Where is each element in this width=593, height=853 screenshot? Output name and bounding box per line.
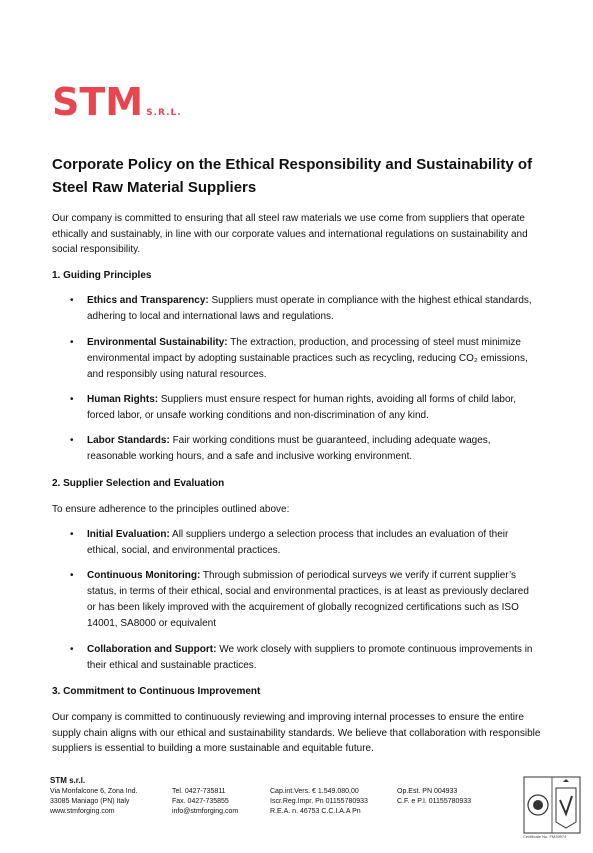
bullet-icon: • <box>70 570 74 581</box>
item-label: Environmental Sustainability: <box>87 337 228 348</box>
section-2-intro: To ensure adherence to the principles outlined above: <box>52 504 290 515</box>
intro-paragraph: Our company is committed to ensuring that all steel raw materials we use come from suppliers that operate ethically and sustainably, in line with our corporate values and international regulations on sustainability and social responsibility. <box>52 213 528 255</box>
email-link[interactable]: info@stmforging.com <box>172 808 239 815</box>
item-label: Collaboration and Support: <box>87 644 217 655</box>
item-text: Through submission of periodical surveys we verify if current supplier’s status, in terms of their ethical, social and environmental practices, is at least as previously declared or has been likely improved with the acquirement of globally recognized certifications such as ISO 14001, SA8000 or equivalent <box>87 570 529 629</box>
logo-suffix: S.R.L. <box>146 108 182 118</box>
certification-badge-icon <box>523 776 581 834</box>
footer-contacts: Tel. 0427-735811 Fax. 0427-735855 info@stmforging.com <box>172 788 239 815</box>
item-text: The extraction, production, and processing of steel must minimize environmental impact by adopting sustainable practices such as recycling, reducing CO₂ emissions, and responsibly using natural resources. <box>87 337 528 380</box>
footer-company-name: STM s.r.l. <box>50 776 86 785</box>
bullet-icon: • <box>70 644 74 655</box>
item-label: Human Rights: <box>87 394 159 405</box>
item-label: Continuous Monitoring: <box>87 570 201 581</box>
website-link[interactable]: www.stmforging.com <box>50 808 115 815</box>
section-3-heading: 3. Commitment to Continuous Improvement <box>52 686 261 697</box>
item-text: Fair working conditions must be guaranteed, including adequate wages, reasonable working hours, and a safe and inclusive working environment. <box>87 435 491 462</box>
document-title: Corporate Policy on the Ethical Responsibility and Sustainability of Steel Raw Material Suppliers <box>52 156 533 196</box>
certificate-caption: Certificate No. FM39974 <box>523 834 567 839</box>
item-text: Suppliers must ensure respect for human rights, avoiding all forms of child labor, forced labor, or unsafe working conditions and non-discrimination of any kind. <box>87 394 517 421</box>
section-1-heading: 1. Guiding Principles <box>52 270 152 281</box>
bullet-icon: • <box>70 529 74 540</box>
footer-address: Via Monfalcone 6, Zona Ind. 33085 Maniago (PN) Italy www.stmforging.com <box>50 788 138 815</box>
footer-tax-info: Op.Est. PN 004933 C.F. e P.I. 01155780933 <box>397 788 472 805</box>
item-text: We work closely with suppliers to promote continuous improvements in their ethical and sustainable practices. <box>87 644 533 671</box>
item-label: Ethics and Transparency: <box>87 295 209 306</box>
footer-registration: Cap.int.Vers. € 1.549.080,00 Iscr.Reg.Impr. Pn 01155780933 R.E.A. n. 46753 C.C.I.A.A Pn <box>270 788 368 815</box>
item-text: Suppliers must operate in compliance with the highest ethical standards, adhering to local and international laws and regulations. <box>87 295 532 322</box>
section-3-paragraph: Our company is committed to continuously reviewing and improving internal processes to ensure the entire supply chain aligns with our ethical and sustainability standards. We believe that collaboration with responsible suppliers is essential to building a more sustainable and equitable future. <box>52 712 541 754</box>
item-label: Initial Evaluation: <box>87 529 170 540</box>
bullet-icon: • <box>70 337 74 348</box>
bullet-icon: • <box>70 394 74 405</box>
logo-mark: STM <box>52 80 144 124</box>
bullet-icon: • <box>70 295 74 306</box>
item-text: All suppliers undergo a selection process that includes an evaluation of their ethical, social, and environmental practices. <box>87 529 509 556</box>
company-logo <box>52 80 182 124</box>
section-2-heading: 2. Supplier Selection and Evaluation <box>52 478 225 489</box>
item-label: Labor Standards: <box>87 435 170 446</box>
bullet-icon: • <box>70 435 74 446</box>
